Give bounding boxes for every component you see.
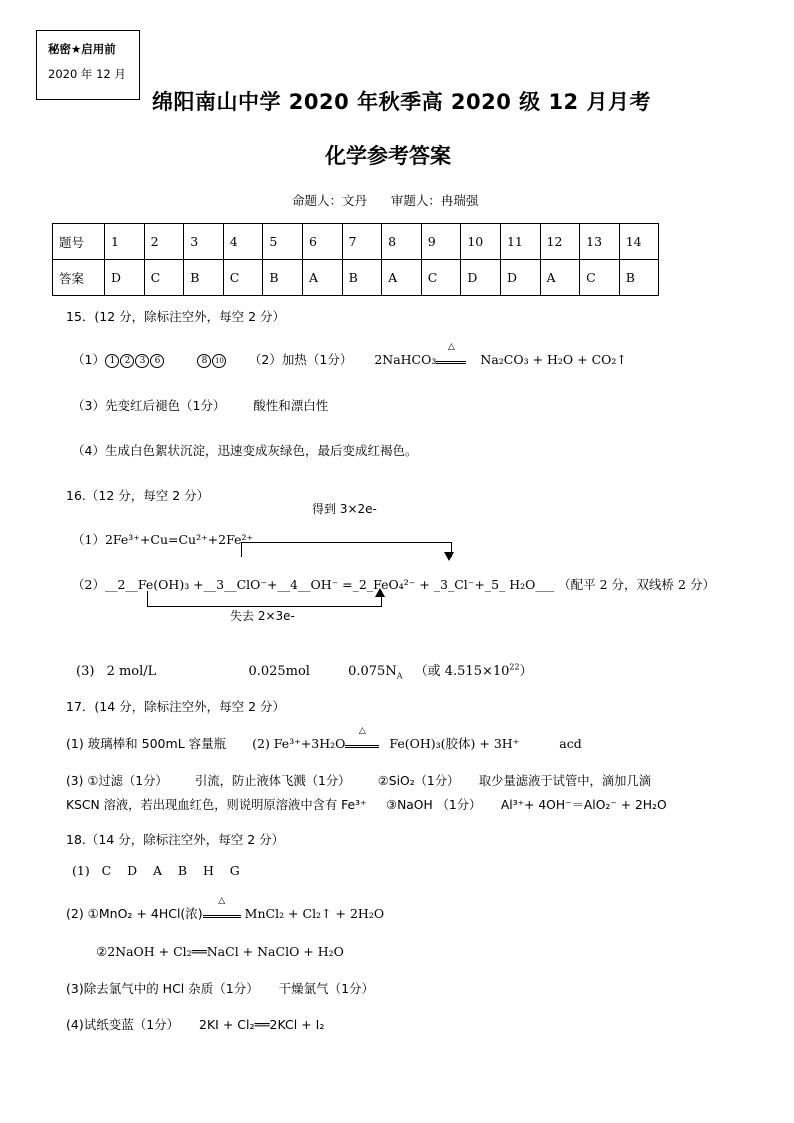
table-cell: C: [580, 260, 620, 296]
avogadro-value: $0.075N_A$: [348, 664, 403, 681]
q16-heading: 16.（12 分，每空 2 分）: [66, 488, 210, 503]
confidential-stamp: [36, 30, 140, 100]
q17-eq-right: Fe(OH)₃(胶体) + 3H⁺: [389, 736, 520, 751]
table-cell: B: [619, 260, 659, 296]
q15-part3: （3）先变红后褪色（1分） 酸性和漂白性: [72, 398, 329, 413]
table-cell: C: [223, 260, 263, 296]
table-cell: D: [461, 260, 501, 296]
table-cell: B: [263, 260, 303, 296]
q16-part3-label: (3): [76, 664, 95, 679]
q17-part1: (1) 玻璃棒和 500mL 容量瓶: [66, 736, 227, 751]
heat-condition-arrow: [203, 896, 241, 921]
page-title: 绵阳南山中学 2020 年秋季高 2020 级 12 月月考: [152, 90, 651, 114]
q17-part3-line1: (3) ①过滤（1分） 引流，防止液体飞溅（1分） ②SiO₂（1分） 取少量滤液于试管中，滴加几滴: [66, 774, 652, 788]
heat-symbol: △: [218, 896, 226, 906]
q16-part2: （2）__2__Fe(OH)₃ +__3__ClO⁻+__4__OH⁻ =_2_FeO₄²⁻ + _3_Cl⁻+_5_ H₂O___ （配平 2 分，双线桥 2 分）: [72, 577, 715, 592]
q17-part3-line2: KSCN 溶液，若出现血红色，则说明原溶液中含有 Fe³⁺ ③NaOH （1分） Al³⁺+ 4OH⁻＝AlO₂⁻ + 2H₂O: [66, 798, 667, 812]
table-cell: D: [500, 260, 540, 296]
heat-condition-arrow: [345, 726, 379, 751]
table-row-numbers: [53, 224, 659, 260]
heat-symbol: △: [447, 342, 455, 352]
q18-heading: 18.（14 分，除标注空外，每空 2 分）: [66, 832, 285, 847]
authors-line: 命题人：文丹 审题人：冉瑞强: [292, 193, 479, 208]
q18-eq-left: (2) ①MnO₂ + 4HCl(浓): [66, 906, 203, 921]
q18-part1: (1) C D A B H G: [72, 863, 240, 878]
table-cell: 1: [105, 224, 145, 260]
circled-number: 3: [135, 354, 149, 368]
q15-eq-left: 2NaHCO₃: [374, 352, 437, 367]
q17-heading: 17．(14 分，除标注空外，每空 2 分）: [66, 699, 286, 714]
circled-number: 10: [212, 354, 226, 368]
table-cell: 9: [421, 224, 461, 260]
circled-number: 6: [150, 354, 164, 368]
q17-eq-left: (2) Fe³⁺+3H₂O: [252, 736, 346, 751]
electron-loss-bridge: [147, 591, 382, 607]
circled-number: 2: [120, 354, 134, 368]
electron-gain-label: 得到 3×2e-: [312, 502, 377, 516]
table-cell: A: [540, 260, 580, 296]
table-cell: 8: [382, 224, 422, 260]
table-cell: 3: [184, 224, 224, 260]
q15-part1-2: [72, 342, 627, 368]
confidential-date: 2020 年 12 月: [48, 67, 126, 81]
table-header-answer: 答案: [53, 260, 105, 296]
q15-part4: （4）生成白色絮状沉淀，迅速变成灰绿色，最后变成红褐色。: [72, 443, 418, 458]
table-cell: 7: [342, 224, 382, 260]
table-cell: C: [421, 260, 461, 296]
heat-symbol: △: [358, 726, 366, 736]
q16-part1: （1）2Fe³⁺+Cu=Cu²⁺+2Fe²⁺: [72, 532, 254, 547]
q16-part3: [76, 660, 533, 681]
alternative-value: （或 $4.515\times 10^{22}$）: [414, 662, 533, 679]
table-cell: D: [105, 260, 145, 296]
table-cell: 2: [144, 224, 184, 260]
electron-loss-label: 失去 2×3e-: [230, 609, 295, 623]
q15-heading: 15．(12 分，除标注空外，每空 2 分）: [66, 309, 286, 324]
q18-part4: (4)试纸变蓝（1分） 2KI + Cl₂══2KCl + I₂: [66, 1017, 325, 1032]
table-cell: 4: [223, 224, 263, 260]
circled-number: 1: [105, 354, 119, 368]
q15-eq-right: Na₂CO₃ + H₂O + CO₂↑: [480, 352, 627, 367]
table-cell: 6: [302, 224, 342, 260]
q18-part2a: [66, 896, 385, 922]
table-cell: A: [302, 260, 342, 296]
arrow-up-icon: [375, 588, 385, 597]
confidential-label: 秘密★启用前: [48, 42, 116, 56]
table-cell: 14: [619, 224, 659, 260]
q17-part1-2: [66, 726, 582, 752]
table-cell: B: [184, 260, 224, 296]
q15-part2: （2）加热（1分）: [248, 352, 353, 367]
table-cell: 10: [461, 224, 501, 260]
mole-value: 0.025mol: [248, 664, 310, 679]
concentration-value: 2 mol/L: [106, 664, 157, 679]
table-cell: 5: [263, 224, 303, 260]
q17-answer-acd: acd: [559, 736, 582, 751]
electron-gain-bridge: [241, 542, 452, 557]
q18-eq-right: MnCl₂ + Cl₂↑ + 2H₂O: [244, 906, 385, 921]
q18-part3: (3)除去氯气中的 HCl 杂质（1分） 干燥氯气（1分）: [66, 981, 375, 996]
table-header-number: 题号: [53, 224, 105, 260]
page-subtitle: 化学参考答案: [325, 144, 451, 168]
heat-condition-arrow: [436, 342, 466, 367]
table-cell: B: [342, 260, 382, 296]
table-cell: A: [382, 260, 422, 296]
table-row-answers: [53, 260, 659, 296]
q15-part1-label: （1）: [72, 352, 105, 367]
arrow-down-icon: [444, 552, 454, 561]
table-cell: 11: [500, 224, 540, 260]
table-cell: C: [144, 260, 184, 296]
table-cell: 13: [580, 224, 620, 260]
q18-part2b: ②2NaOH + Cl₂══NaCl + NaClO + H₂O: [96, 944, 344, 959]
table-cell: 12: [540, 224, 580, 260]
circled-number: 8: [197, 354, 211, 368]
answer-table: [52, 223, 659, 296]
